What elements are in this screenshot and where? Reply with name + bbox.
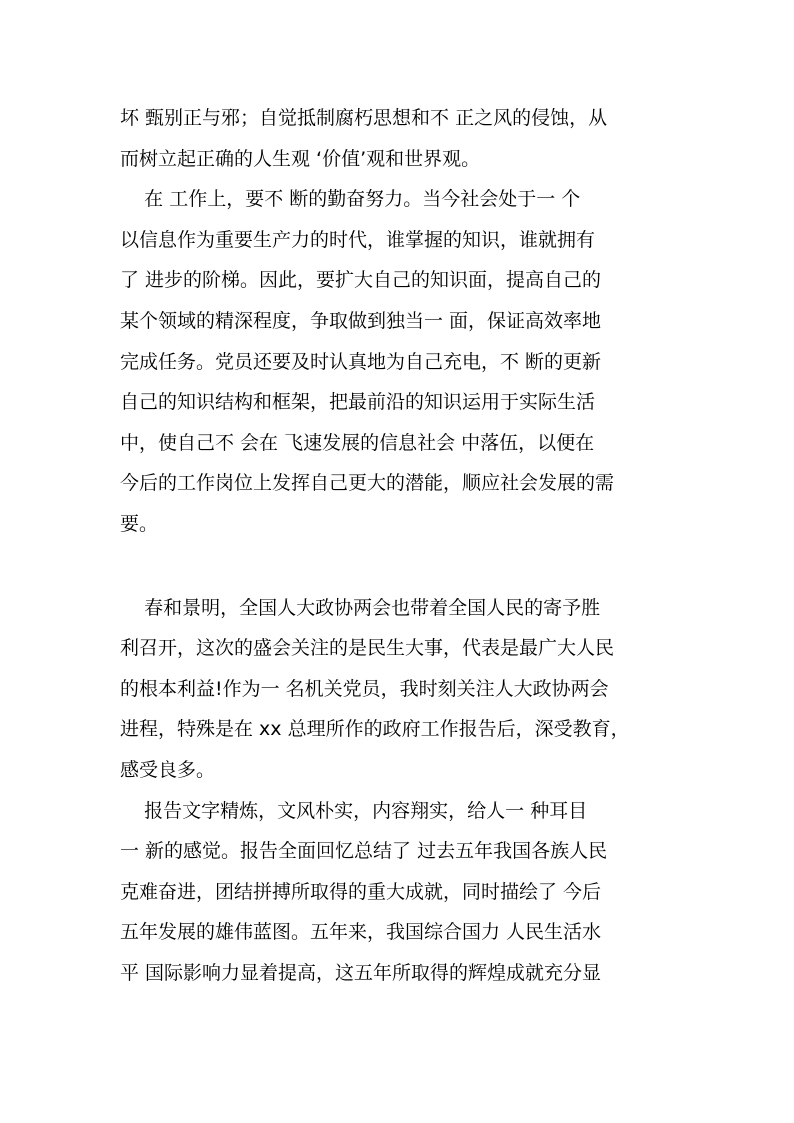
text-line: 平 国际影响力显着提高，这五年所取得的辉煌成就充分显 [120,961,602,984]
text-line: 报告文字精炼，文风朴实，内容翔实，给人一 种耳目 [120,799,588,822]
text-line: 的根本利益!作为一 名机关党员，我时刻关注人大政协两会 [120,677,609,700]
paragraph-2 [120,179,680,544]
text-line: 某个领域的精深程度，争取做到独当一 面，保证高效率地 [120,309,602,332]
paragraph-3 [120,588,680,791]
text-line: 春和景明，全国人大政协两会也带着全国人民的寄予胜 [120,596,601,619]
text-line: 坏 甄别正与邪；自觉抵制腐朽思想和不 正之风的侵蚀，从 [120,107,608,129]
text-line: 五年发展的雄伟蓝图。五年来，我国综合国力 人民生活水 [120,921,602,944]
text-line: 了 进步的阶梯。因此，要扩大自己的知识面，提高自己的 [120,269,602,292]
text-line: 中，使自己不 会在 飞速发展的信息社会 中落伍，以便在 [120,431,595,454]
text-line: 在 工作上，要不 断的勤奋努力。当今社会处于一 个 [120,188,581,211]
blank-line [120,545,680,588]
text-line: 自己的知识结构和框架，把最前沿的知识运用于实际生活 [120,391,596,414]
text-line: 今后的工作岗位上发挥自己更大的潜能，顺应社会发展的需 [120,472,615,495]
text-line: 完成任务。党员还要及时认真地为自己充电，不 断的更新 [120,350,602,373]
text-line: 克难奋进，团结拼搏所取得的重大成就，同时描绘了 今后 [120,880,602,903]
text-line: 进程，特殊是在 xx 总理所作的政府工作报告后，深受教育， [120,718,630,741]
text-line: 感受良多。 [120,758,216,781]
text-line: 要。 [120,512,159,535]
paragraph-4 [120,791,680,994]
text-line: 以信息作为重要生产力的时代，谁掌握的知识，谁就拥有 [120,228,596,251]
text-line: 而树立起正确的人生观 ‘价值’观和世界观。 [120,147,481,170]
text-line: 利召开，这次的盛会关注的是民生大事，代表是最广大人民 [120,637,615,660]
document-body [120,98,680,993]
text-line: 一 新的感觉。报告全面回忆总结了 过去五年我国各族人民 [120,840,608,863]
paragraph-1 [120,98,680,179]
